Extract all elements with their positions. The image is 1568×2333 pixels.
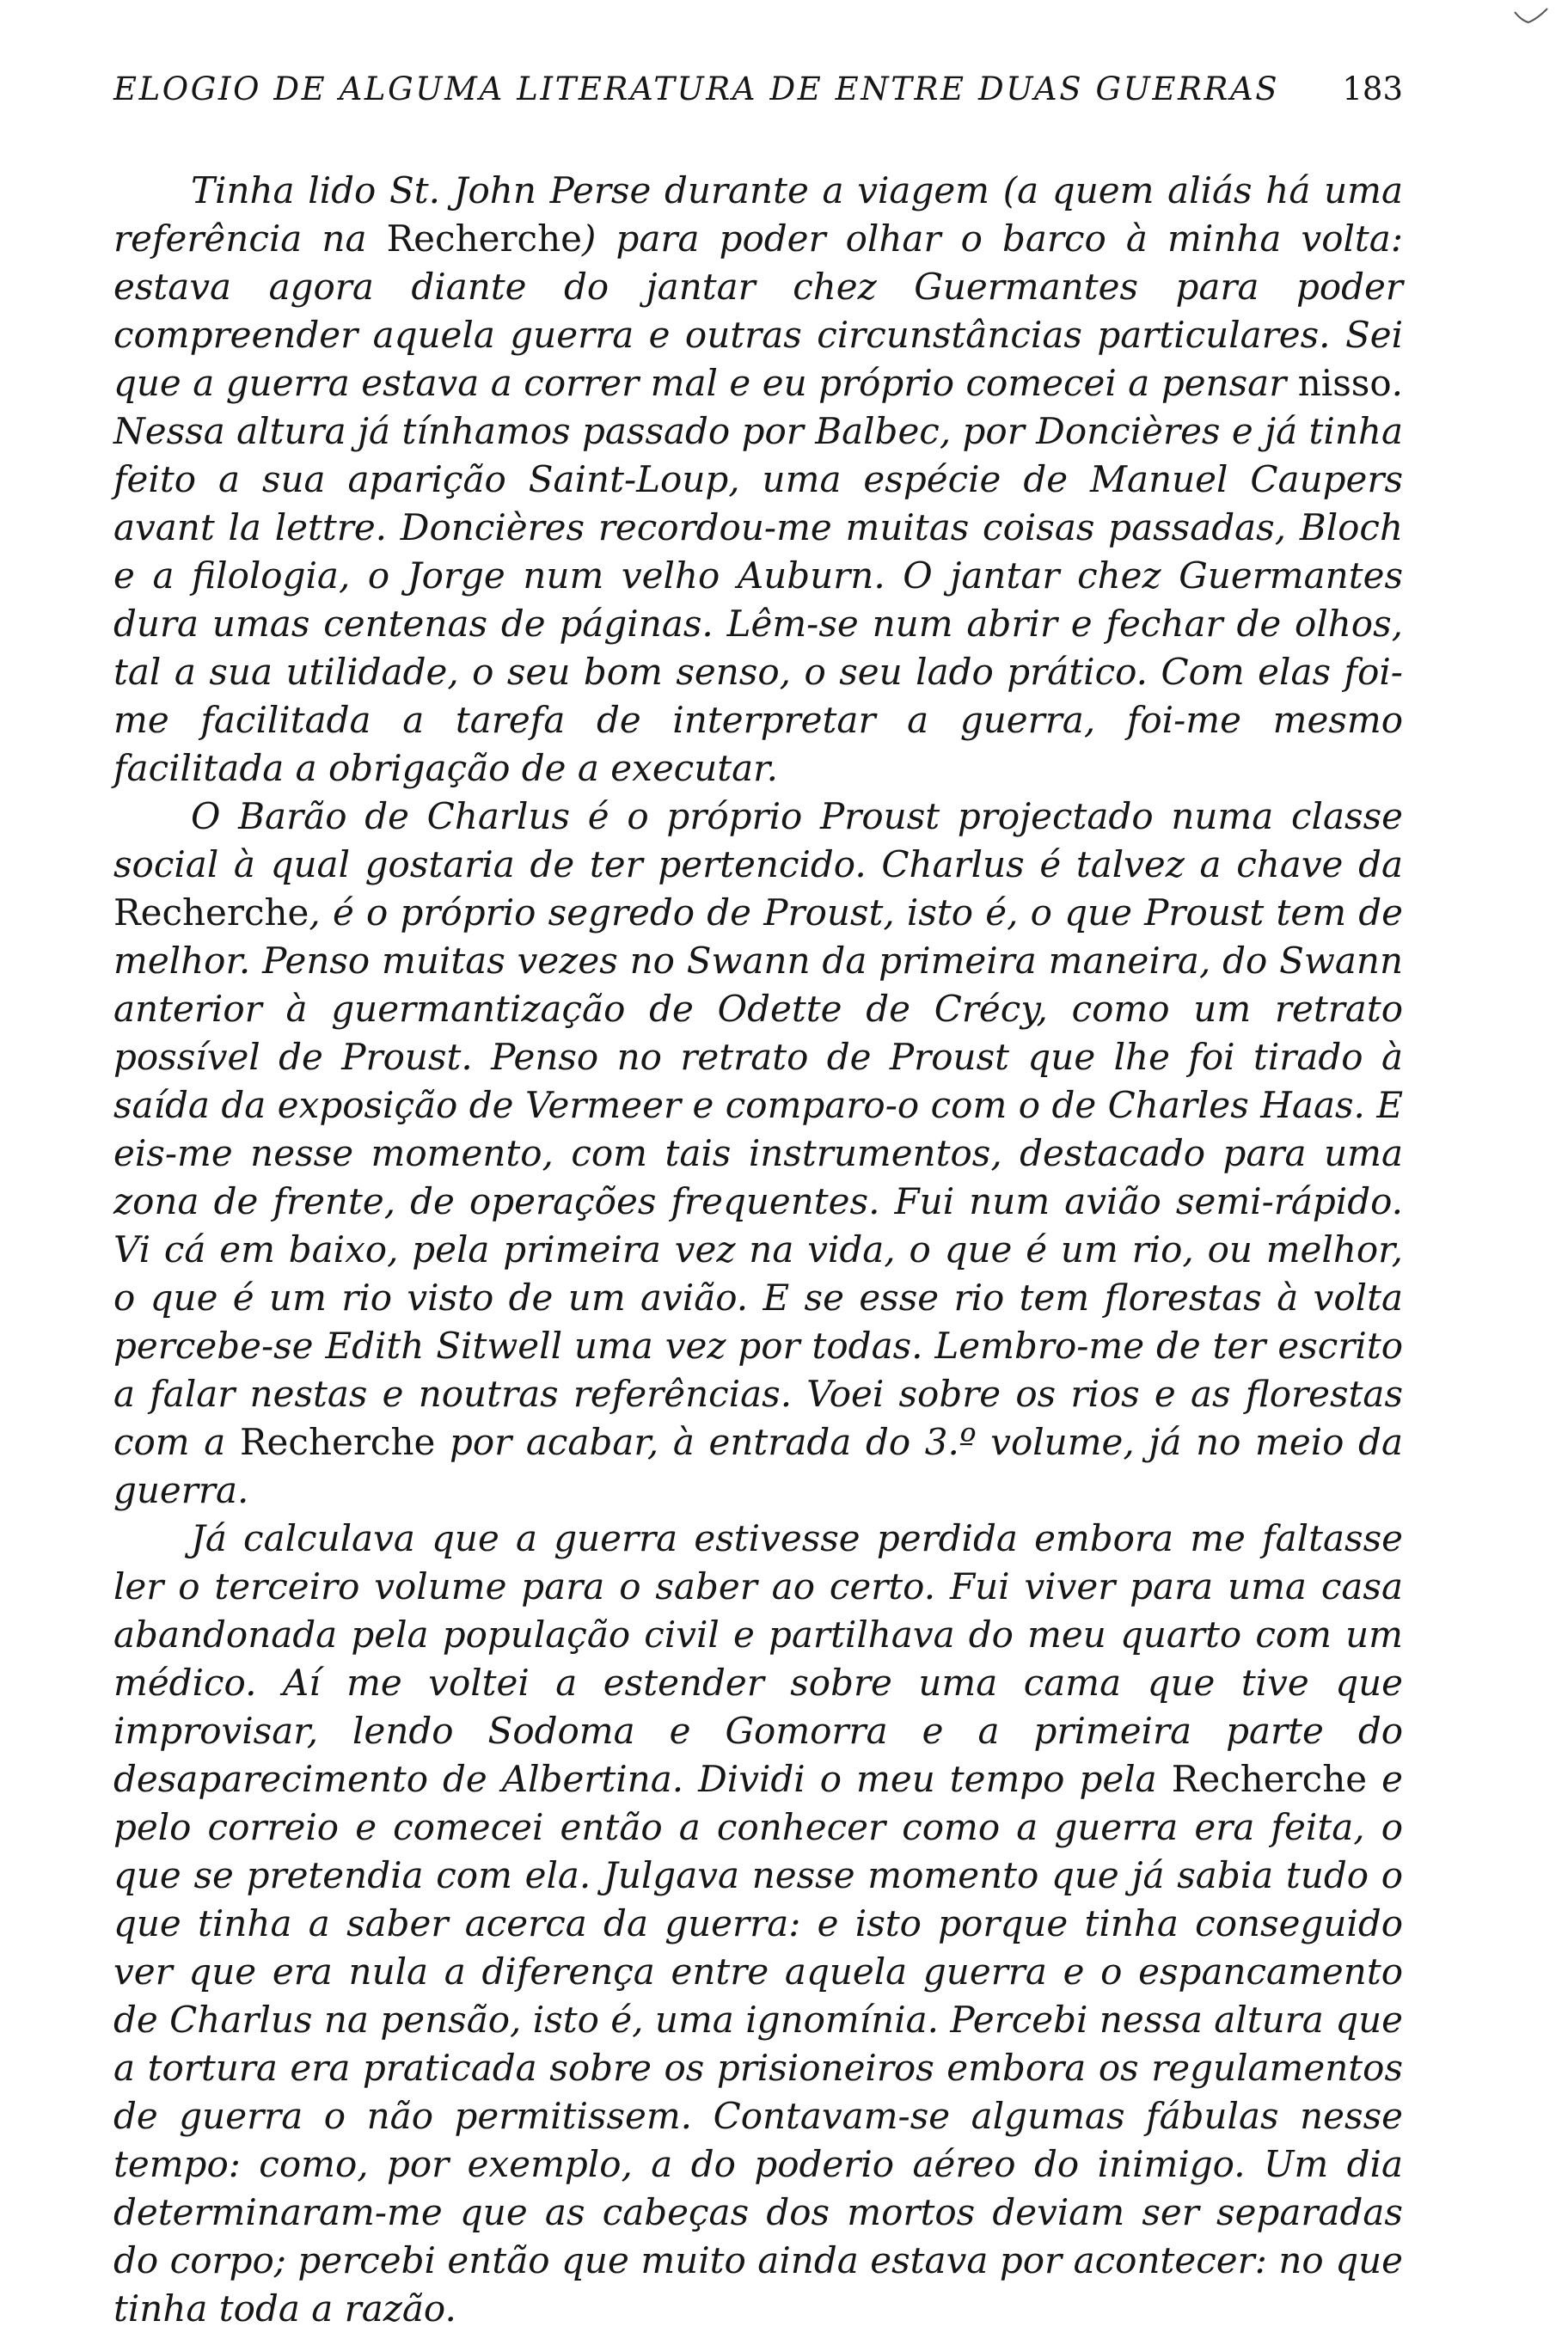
paragraph (113, 793, 1403, 1515)
book-title: Recherche (239, 1421, 436, 1463)
paragraph (113, 167, 1403, 793)
text-segment-roman: nisso (1297, 362, 1392, 404)
text-segment: ) para poder olhar o barco à minha volta: estava agora diante do jantar chez Guermantes para poder compreender aquela guerra e outras circunstâncias particulares. Sei que a guerra estava a correr mal e eu próprio comecei a pensar (113, 217, 1403, 404)
running-title: ELOGIO DE ALGUMA LITERATURA DE ENTRE DUAS GUERRAS (113, 70, 1280, 107)
paragraph (113, 1515, 1403, 2333)
book-title: Recherche (113, 891, 309, 934)
text-segment: Já calculava que a guerra estivesse perdida embora me faltasse ler o terceiro volume para o saber ao certo. Fui viver para uma casa abandonada pela população civil e partilhava do meu quarto com um médico. Aí me voltei a estender sobre uma cama que tive que improvisar, lendo Sodoma e Gomorra e a primeira parte do desaparecimento de Albertina. Dividi o meu tempo pela (113, 1517, 1403, 1800)
text-segment: Tinha lido St. John Perse durante a viagem (a quem aliás há uma referência na (113, 169, 1403, 260)
text-segment: e pelo correio e comecei então a conhecer como a guerra era feita, o que se pretendia com ela. Julgava nesse momento que já sabia tudo o que tinha a saber acerca da guerra: e isto porque tinha conseguido ver que era nula a diferença entre aquela guerra e o espancamento de Charlus na pensão, isto é, uma ignomínia. Percebi nessa altura que a tortura era praticada sobre os prisioneiros embora os regulamentos de guerra o não permitissem. Contavam-se algumas fábulas nesse tempo: como, por exemplo, a do poderio aéreo do inimigo. Um dia determinaram-me que as cabeças dos mortos deviam ser separadas do corpo; percebi então que muito ainda estava por acontecer: no que tinha toda a razão. (113, 1758, 1403, 2330)
page-number: 183 (1342, 70, 1403, 107)
text-segment: O Barão de Charlus é o próprio Proust projectado numa classe social à qual gostaria de ter pertencido. Charlus é talvez a chave da (113, 795, 1403, 885)
text-segment: por acabar, à entrada do 3.º volume, já no meio da guerra. (113, 1421, 1403, 1511)
body-text (113, 167, 1403, 2333)
text-segment: . Nessa altura já tínhamos passado por Balbec, por Doncières e já tinha feito a sua aparição Saint-Loup, uma espécie de Manuel Caupers avant la lettre. Doncières recordou-me muitas coisas passadas, Bloch e a filologia, o Jorge num velho Auburn. O jantar chez Guermantes dura umas centenas de páginas. Lêm-se num abrir e fechar de olhos, tal a sua utilidade, o seu bom senso, o seu lado prático. Com elas foi-me facilitada a tarefa de interpretar a guerra, foi-me mesmo facilitada a obrigação de a executar. (113, 362, 1403, 789)
text-segment: , é o próprio segredo de Proust, isto é, o que Proust tem de melhor. Penso muitas vezes no Swann da primeira maneira, do Swann anterior à guermantização de Odette de Crécy, como um retrato possível de Proust. Penso no retrato de Proust que lhe foi tirado à saída da exposição de Vermeer e comparo-o com o de Charles Haas. E eis-me nesse momento, com tais instrumentos, destacado para uma zona de frente, de operações frequentes. Fui num avião semi-rápido. Vi cá em baixo, pela primeira vez na vida, o que é um rio, ou melhor, o que é um rio visto de um avião. E se esse rio tem florestas à volta percebe-se Edith Sitwell uma vez por todas. Lembro-me de ter escrito a falar nestas e noutras referências. Voei sobre os rios e as florestas com a (113, 891, 1403, 1463)
page-header (113, 70, 1403, 122)
pencil-check-mark (1513, 3, 1556, 34)
book-title: Recherche (1171, 1758, 1368, 1800)
book-title: Recherche (386, 217, 582, 260)
